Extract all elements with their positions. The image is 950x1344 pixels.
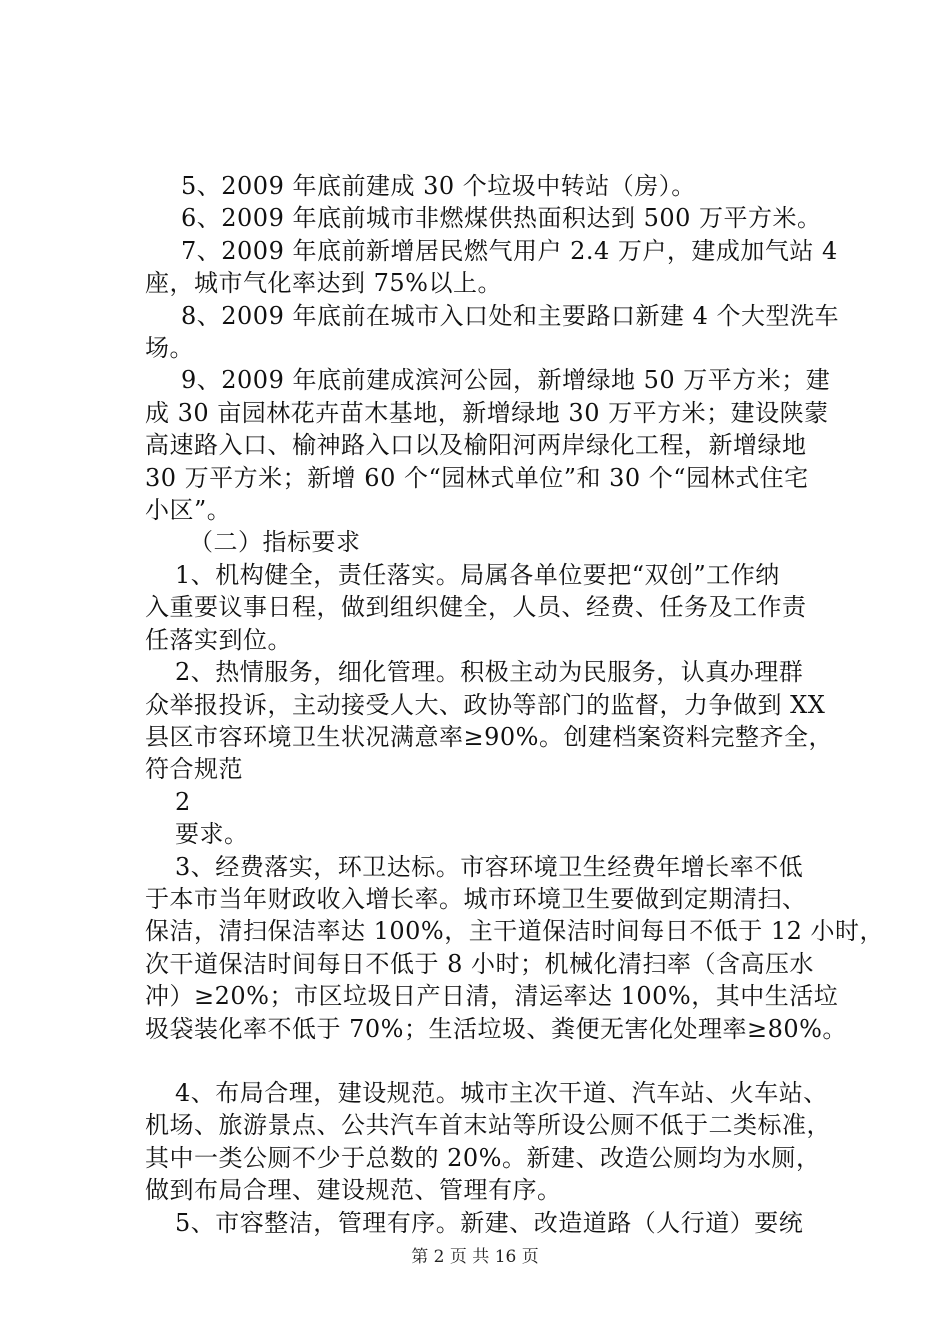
paragraph-line: 众举报投诉，主动接受人大、政协等部门的监督，力争做到 XX	[145, 690, 826, 719]
paragraph-line: 入重要议事日程，做到组织健全，人员、经费、任务及工作责	[145, 593, 807, 622]
paragraph-line: 场。	[145, 334, 194, 363]
paragraph-line: 做到布局合理、建设规范、管理有序。	[145, 1176, 562, 1205]
paragraph-line: 保洁，清扫保洁率达 100%，主干道保洁时间每日不低于 12 小时，	[145, 917, 885, 946]
paragraph-line: 县区市容环境卫生状况满意率≥90%。创建档案资料完整齐全，	[145, 722, 833, 751]
paragraph-line: 9、2009 年底前建成滨河公园，新增绿地 50 万平方米；建	[181, 366, 831, 395]
paragraph-line: 冲）≥20%；市区垃圾日产日清，清运率达 100%，其中生活垃	[145, 982, 839, 1011]
page-footer: 第 2 页 共 16 页	[411, 1247, 539, 1267]
paragraph-line: 6、2009 年底前城市非燃煤供热面积达到 500 万平方米。	[181, 204, 822, 233]
paragraph-line: 7、2009 年底前新增居民燃气用户 2.4 万户，建成加气站 4	[181, 236, 838, 265]
paragraph-line: 1、机构健全，责任落实。局属各单位要把“双创”工作纳	[175, 560, 780, 589]
paragraph-line: 4、布局合理，建设规范。城市主次干道、汽车站、火车站、	[175, 1078, 828, 1107]
section-heading: （二）指标要求	[189, 528, 361, 557]
paragraph-line: 小区”。	[145, 496, 232, 525]
paragraph-line: 5、2009 年底前建成 30 个垃圾中转站（房）。	[181, 172, 696, 200]
paragraph-line: 圾袋装化率不低于 70%；生活垃圾、粪便无害化处理率≥80%。	[145, 1014, 847, 1043]
paragraph-line: 于本市当年财政收入增长率。城市环境卫生要做到定期清扫、	[145, 884, 807, 913]
paragraph-line: 3、经费落实，环卫达标。市容环境卫生经费年增长率不低	[175, 852, 804, 881]
inline-page-number: 2	[175, 787, 191, 816]
paragraph-line: 任落实到位。	[145, 625, 292, 654]
paragraph-line: 机场、旅游景点、公共汽车首末站等所设公厕不低于二类标准，	[145, 1111, 831, 1140]
paragraph-line: 其中一类公厕不少于总数的 20%。新建、改造公厕均为水厕，	[145, 1143, 821, 1172]
paragraph-gap	[145, 1045, 845, 1077]
paragraph-line: 次干道保洁时间每日不低于 8 小时；机械化清扫率（含高压水	[145, 949, 815, 978]
paragraph-line: 要求。	[175, 820, 249, 849]
paragraph-line: 成 30 亩园林花卉苗木基地，新增绿地 30 万平方米；建设陕蒙	[145, 398, 829, 427]
paragraph-line: 30 万平方米；新增 60 个“园林式单位”和 30 个“园林式住宅	[145, 463, 809, 492]
document-body	[145, 170, 885, 1239]
paragraph-line: 高速路入口、榆神路入口以及榆阳河两岸绿化工程，新增绿地	[145, 431, 807, 460]
paragraph-line: 符合规范	[145, 755, 243, 784]
paragraph-line: 2、热情服务，细化管理。积极主动为民服务，认真办理群	[175, 658, 804, 687]
paragraph-line: 座，城市气化率达到 75%以上。	[145, 269, 502, 298]
paragraph-line: 5、市容整洁，管理有序。新建、改造道路（人行道）要统	[175, 1208, 804, 1237]
paragraph-line: 8、2009 年底前在城市入口处和主要路口新建 4 个大型洗车	[181, 301, 840, 330]
